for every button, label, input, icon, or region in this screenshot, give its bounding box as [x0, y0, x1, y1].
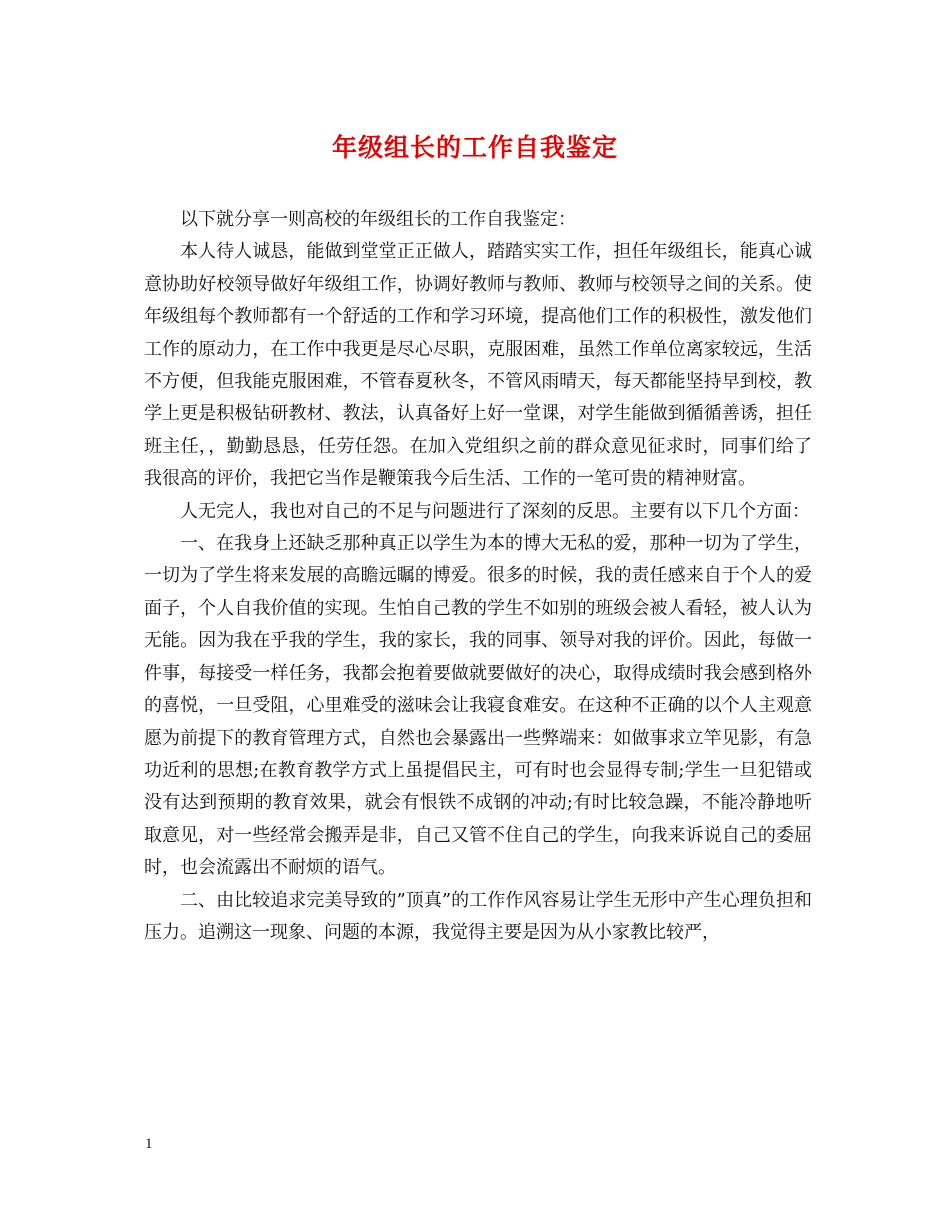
paragraph-intro: 以下就分享一则高校的年级组长的工作自我鉴定： — [180, 209, 576, 230]
paragraph-point-two: 二、由比较追求完美导致的”顶真”的工作作风容易让学生无形中产生心理负担和压力。追溯这一现象、问题的本源，我觉得主要是因为从小家教比较严， — [144, 889, 812, 943]
document-title: 年级组长的工作自我鉴定 — [331, 133, 618, 162]
paragraph-self-description: 本人待人诚恳，能做到堂堂正正做人，踏踏实实工作，担任年级组长，能真心诚意协助好校领导做好年级组工作，协调好教师与教师、教师与校领导之间的关系。使年级组每个教师都有一个舒适的工作和学习环境，提高他们工作的积极性，激发他们工作的原动力，在工作中我更是尽心尽职，克服困难，虽然工作单位离家较远，生活不方便，但我能克服困难，不管春夏秋冬，不管风雨晴天，每天都能坚持早到校，教学上更是积极钻研教材、教法，认真备好上好一堂课，对学生能做到循循善诱，担任班主任，，勤勤恳恳，任劳任怨。在加入党组织之前的群众意见征求时，同事们给了我很高的评价，我把它当作是鞭策我今后生活、工作的一笔可贵的精神财富。 — [144, 241, 812, 490]
page-number: 1 — [145, 1136, 153, 1152]
paragraph-point-one: 一、在我身上还缺乏那种真正以学生为本的博大无私的爱，那种一切为了学生，一切为了学生将来发展的高瞻远瞩的博爱。很多的时候，我的责任感来自于个人的爱面子，个人自我价值的实现。生怕自己教的学生不如别的班级会被人看轻，被人认为无能。因为我在乎我的学生，我的家长，我的同事、领导对我的评价。因此，每做一件事，每接受一样任务，我都会抱着要做就要做好的决心，取得成绩时我会感到格外的喜悦，一旦受阻，心里难受的滋味会让我寝食难安。在这种不正确的以个人主观意愿为前提下的教育管理方式，自然也会暴露出一些弊端来：如做事求立竿见影，有急功近利的思想;在教育教学方式上虽提倡民主，可有时也会显得专制;学生一旦犯错或没有达到预期的教育效果，就会有恨铁不成钢的冲动;有时比较急躁，不能冷静地听取意见，对一些经常会搬弄是非，自己又管不住自己的学生，向我来诉说自己的委屈时，也会流露出不耐烦的语气。 — [144, 533, 812, 879]
paragraph-reflection: 人无完人，我也对自己的不足与问题进行了深刻的反思。主要有以下几个方面： — [180, 500, 810, 522]
document-body — [144, 204, 812, 949]
